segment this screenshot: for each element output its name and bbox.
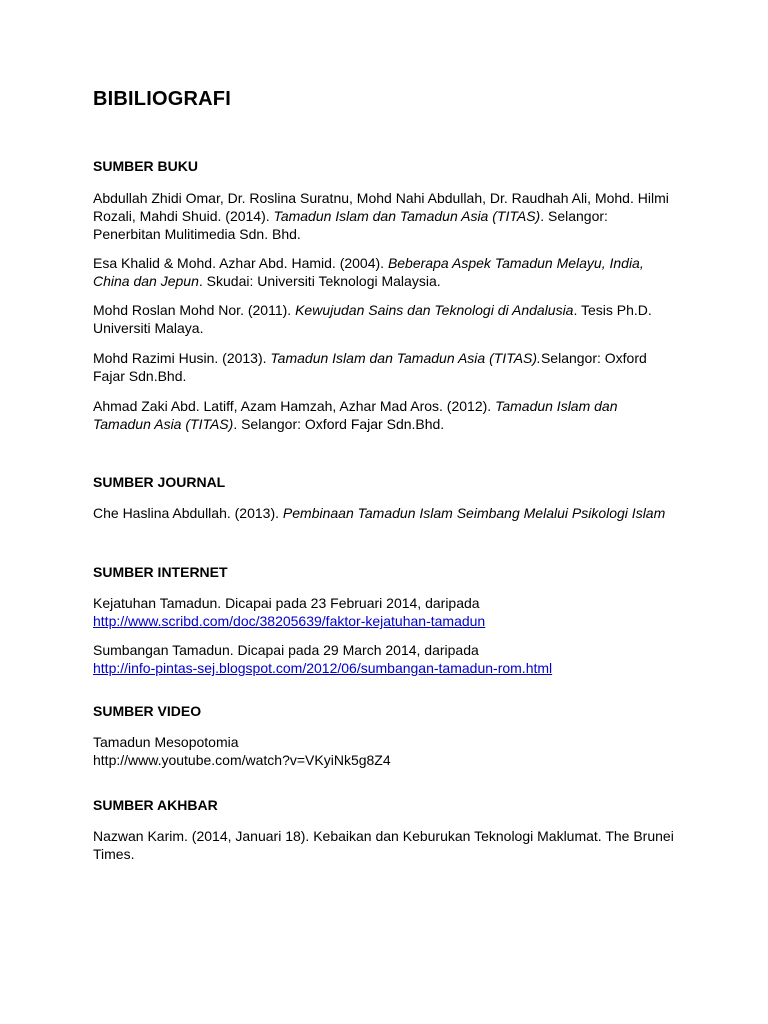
page-title: BIBILIOGRAFI [93, 88, 231, 110]
section-heading-akhbar: SUMBER AKHBAR [93, 797, 218, 813]
entry-description: Kejatuhan Tamadun. Dicapai pada 23 Februari 2014, daripada [93, 595, 480, 611]
entry-authors: Mohd Roslan Mohd Nor. (2011). [93, 302, 296, 318]
entry-description: Tamadun Mesopotomia [93, 734, 239, 750]
entry-title: Tamadun Islam dan Tamadun Asia (TITAS) [273, 208, 541, 224]
entry-authors: Ahmad Zaki Abd. Latiff, Azam Hamzah, Azhar Mad Aros. (2012). [93, 398, 496, 414]
entry-authors: Abdullah Zhidi Omar, Dr. Roslina Suratnu, Mohd Nahi Abdullah, Dr. Raudhah Ali, Mohd. Hilmi Rozali, Mahdi Shuid. (2014). [93, 190, 669, 224]
section-heading-journal: SUMBER JOURNAL [93, 474, 226, 490]
book-entry [93, 301, 678, 337]
entry-publisher: . Skudai: Universiti Teknologi Malaysia. [198, 273, 441, 289]
entry-publisher: . Selangor: Penerbitan Mulitimedia Sdn. Bhd. [93, 208, 608, 242]
entry-title: Beberapa Aspek Tamadun Melayu, India, China dan Jepun [93, 255, 644, 289]
book-entry [93, 397, 678, 433]
internet-entry [93, 594, 678, 630]
entry-title: Tamadun Islam dan Tamadun Asia (TITAS). [270, 350, 541, 366]
book-entry [93, 189, 678, 243]
internet-entry [93, 641, 678, 677]
entry-publisher: . Selangor: Oxford Fajar Sdn.Bhd. [233, 416, 445, 432]
entry-text: Nazwan Karim. (2014, Januari 18). Kebaikan dan Keburukan Teknologi Maklumat. The Brunei Times. [93, 828, 674, 862]
entry-description: Sumbangan Tamadun. Dicapai pada 29 March 2014, daripada [93, 642, 479, 658]
book-entry [93, 349, 678, 385]
entry-title: Kewujudan Sains dan Teknologi di Andalusia [295, 302, 574, 318]
entry-authors: Che Haslina Abdullah. (2013). [93, 505, 283, 521]
section-heading-internet: SUMBER INTERNET [93, 564, 228, 580]
book-entry [93, 254, 678, 290]
entry-publisher: Selangor: Oxford Fajar Sdn.Bhd. [93, 350, 647, 384]
entry-publisher: . Tesis Ph.D. Universiti Malaya. [93, 302, 652, 336]
entry-authors: Esa Khalid & Mohd. Azhar Abd. Hamid. (2004). [93, 255, 388, 271]
entry-link[interactable]: http://www.scribd.com/doc/38205639/faktor-kejatuhan-tamadun [93, 613, 486, 629]
journal-entry [93, 504, 678, 522]
section-heading-video: SUMBER VIDEO [93, 703, 202, 719]
entry-url[interactable]: http://www.youtube.com/watch?v=VKyiNk5g8Z4 [93, 752, 391, 768]
entry-authors: Mohd Razimi Husin. (2013). [93, 350, 271, 366]
entry-title: Pembinaan Tamadun Islam Seimbang Melalui Psikologi Islam [282, 505, 666, 521]
entry-link[interactable]: http://info-pintas-sej.blogspot.com/2012/06/sumbangan-tamadun-rom.html [93, 660, 553, 676]
entry-title: Tamadun Islam dan Tamadun Asia (TITAS) [93, 398, 618, 432]
newspaper-entry [93, 827, 678, 863]
video-entry [93, 733, 678, 769]
section-heading-buku: SUMBER BUKU [93, 158, 198, 174]
